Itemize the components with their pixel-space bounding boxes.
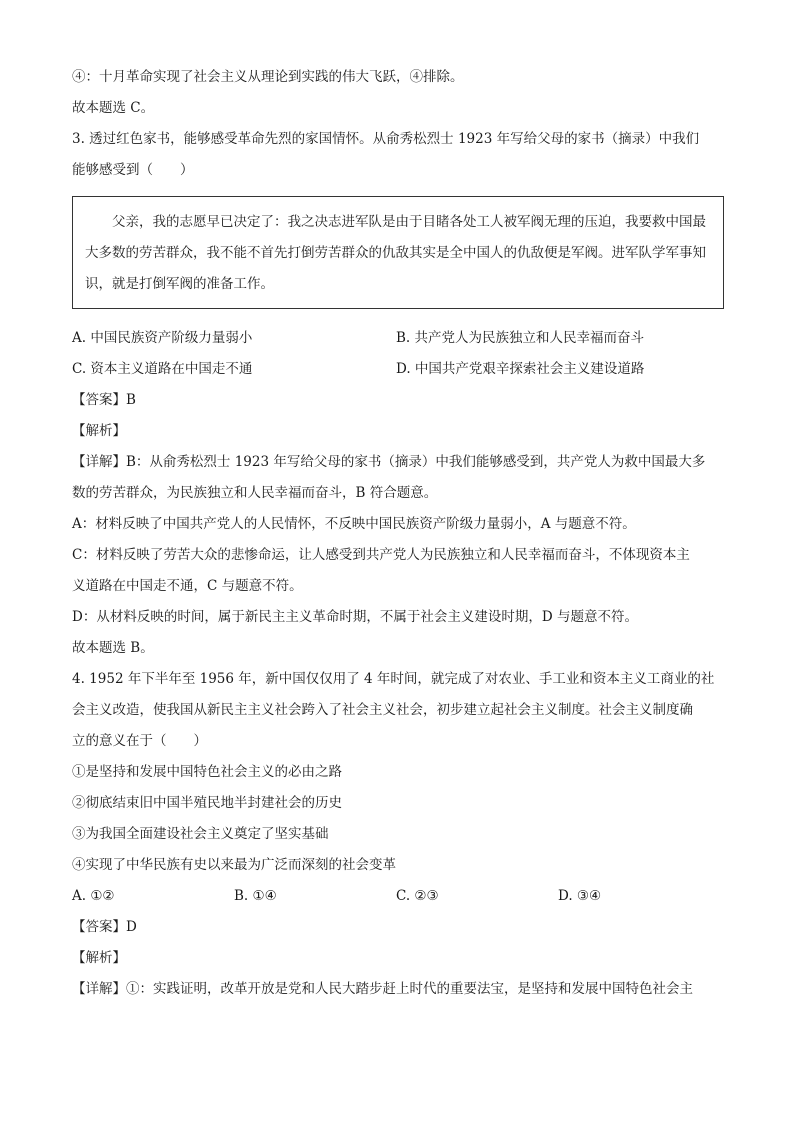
detail-line: C：材料反映了劳苦大众的悲惨命运，让人感受到共产党人为民族独立和人民幸福而奋斗，不体现资本主 <box>72 547 690 563</box>
option-c: C. ②③ <box>396 888 439 904</box>
detail-line: D：从材料反映的时间，属于新民主主义革命时期，不属于社会主义建设时期，D 与题意不符。 <box>72 609 638 625</box>
answer-label: 【答案】D <box>72 919 137 935</box>
option-c: C. 资本主义道路在中国走不通 <box>72 361 253 377</box>
question-4-stem: 4. 1952 年下半年至 1956 年，新中国仅仅用了 4 年时间，就完成了对农业、手工业和资本主义工商业的社 <box>72 671 715 687</box>
question-3-stem-cont: 能够感受到（ ） <box>72 162 194 178</box>
question-4-options <box>72 881 724 912</box>
analysis-label: 【解析】 <box>72 950 126 966</box>
statement-2: ②彻底结束旧中国半殖民地半封建社会的历史 <box>72 795 342 811</box>
question-4-stem-cont: 立的意义在于（ ） <box>72 733 207 749</box>
statement-1: ①是坚持和发展中国特色社会主义的必由之路 <box>72 764 342 780</box>
text-line: ④：十月革命实现了社会主义从理论到实践的伟大飞跃，④排除。 <box>72 69 464 85</box>
analysis-label: 【解析】 <box>72 423 126 439</box>
detail-line: A：材料反映了中国共产党人的人民情怀，不反映中国民族资产阶级力量弱小，A 与题意不符。 <box>72 516 636 532</box>
question-4-stem-cont: 会主义改造，使我国从新民主主义社会跨入了社会主义社会，初步建立起社会主义制度。社会主义制度确 <box>72 702 693 718</box>
quote-box <box>72 196 724 309</box>
option-a: A. 中国民族资产阶级力量弱小 <box>72 330 253 346</box>
option-b: B. 共产党人为民族独立和人民幸福而奋斗 <box>396 330 645 346</box>
detail-line: 义道路在中国走不通，C 与题意不符。 <box>72 578 303 594</box>
document-page <box>72 62 724 1005</box>
option-d: D. ③④ <box>558 888 602 904</box>
answer-label: 【答案】B <box>72 392 136 408</box>
option-d: D. 中国共产党艰辛探索社会主义建设道路 <box>396 361 645 377</box>
option-a: A. ①② <box>72 888 115 904</box>
detail-line: 【详解】①：实践证明，改革开放是党和人民大踏步赶上时代的重要法宝，是坚持和发展中国特色社会主 <box>72 981 693 997</box>
statement-3: ③为我国全面建设社会主义奠定了坚实基础 <box>72 826 329 842</box>
question-3-stem: 3. 透过红色家书，能够感受革命先烈的家国情怀。从俞秀松烈士 1923 年写给父母的家书（摘录）中我们 <box>72 131 700 147</box>
statement-4: ④实现了中华民族有史以来最为广泛而深刻的社会变革 <box>72 857 396 873</box>
option-b: B. ①④ <box>234 888 277 904</box>
conclusion-line: 故本题选 B。 <box>72 640 154 656</box>
quote-text: 父亲，我的志愿早已决定了：我之决志进军队是由于目睹各处工人被军阀无理的压迫，我要救中国最大多数的劳苦群众，我不能不首先打倒劳苦群众的仇敌其实是全中国人的仇敌便是军阀。进军队学军事知识，就是打倒军阀的准备工作。 <box>85 214 706 292</box>
text-line: 故本题选 C。 <box>72 100 155 116</box>
question-3-options <box>72 323 724 385</box>
detail-line: 【详解】B：从俞秀松烈士 1923 年写给父母的家书（摘录）中我们能够感受到，共产党人为救中国最大多 <box>72 454 706 470</box>
detail-line: 数的劳苦群众，为民族独立和人民幸福而奋斗，B 符合题意。 <box>72 485 438 501</box>
